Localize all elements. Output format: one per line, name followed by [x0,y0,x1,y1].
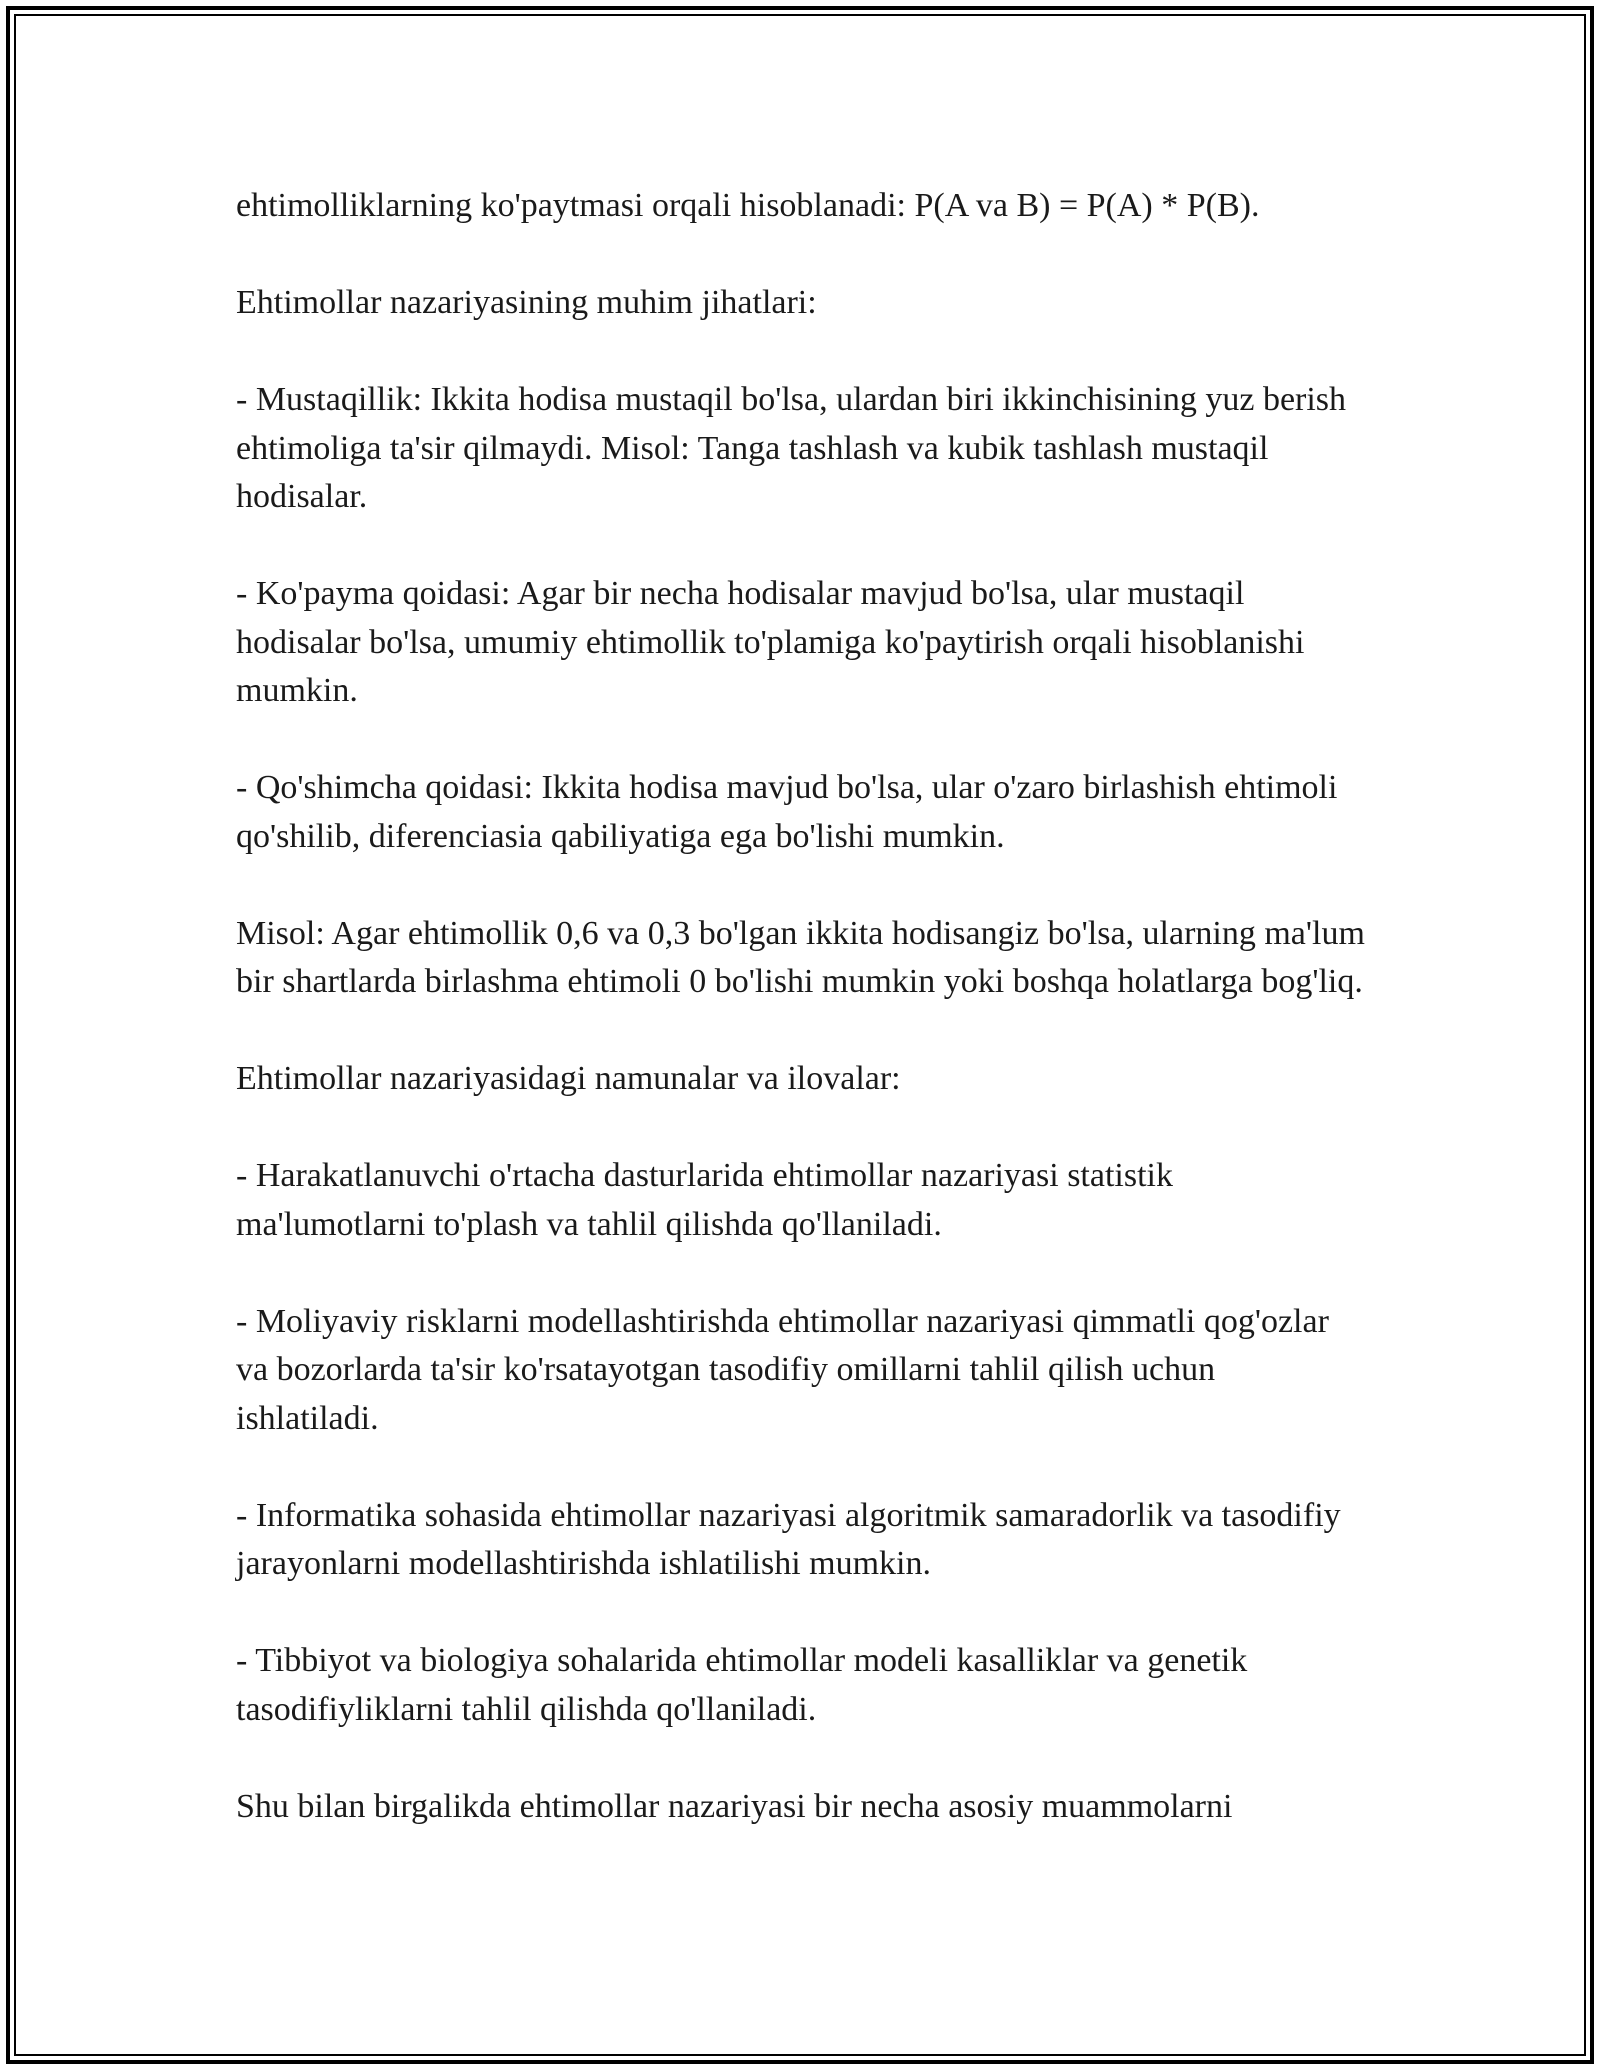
list-item-financial-risks: - Moliyaviy risklarni modellashtirishda ehtimollar nazariyasi qimmatli qog'ozlar va bozorlarda ta'sir ko'rsatayotgan tasodifiy omillarni tahlil qilish uchun ishlatiladi. [236,1302,1329,1437]
paragraph-formula-continuation: ehtimolliklarning ko'paytmasi orqali hisoblanadi: P(A va B) = P(A) * P(B). [236,187,1260,224]
paragraph-conclusion-start: Shu bilan birgalikda ehtimollar nazariyasi bir necha asosiy muammolarni [236,1787,1233,1825]
list-item-independence: - Mustaqillik: Ikkita hodisa mustaqil bo'lsa, ulardan biri ikkinchisining yuz berish ehtimoliga ta'sir qilmaydi. Misol: Tanga tashlash va kubik tashlash mustaqil hodisalar. [236,381,1347,515]
list-item-medicine-biology: - Tibbiyot va biologiya sohalarida ehtimollar modeli kasalliklar va genetik tasodifiyliklarni tahlil qilishda qo'llaniladi. [236,1642,1248,1728]
list-item-informatics: - Informatika sohasida ehtimollar nazariyasi algoritmik samaradorlik va tasodifiy jarayonlarni modellashtirishda ishlatilishi mumkin. [236,1496,1341,1582]
heading-important-aspects: Ehtimollar nazariyasining muhim jihatlari: [236,284,817,321]
list-item-addition-rule: - Qo'shimcha qoidasi: Ikkita hodisa mavjud bo'lsa, ular o'zaro birlashish ehtimoli qo'shilib, diferenciasia qabiliyatiga ega bo'lishi mumkin. [236,769,1338,855]
document-body [236,182,1366,1831]
list-item-multiplication-rule: - Ko'payma qoidasi: Agar bir necha hodisalar mavjud bo'lsa, ular mustaqil hodisalar bo'lsa, umumiy ehtimollik to'plamiga ko'paytirish orqali hisoblanishi mumkin. [236,575,1305,709]
paragraph-example: Misol: Agar ehtimollik 0,6 va 0,3 bo'lgan ikkita hodisangiz bo'lsa, ularning ma'lum bir shartlarda birlashma ehtimoli 0 bo'lishi mumkin yoki boshqa holatlarga bog'liq. [236,914,1365,1000]
heading-examples-applications: Ehtimollar nazariyasidagi namunalar va ilovalar: [236,1060,901,1097]
list-item-moving-average: - Harakatlanuvchi o'rtacha dasturlarida ehtimollar nazariyasi statistik ma'lumotlarni to'plash va tahlil qilishda qo'llaniladi. [236,1157,1173,1243]
